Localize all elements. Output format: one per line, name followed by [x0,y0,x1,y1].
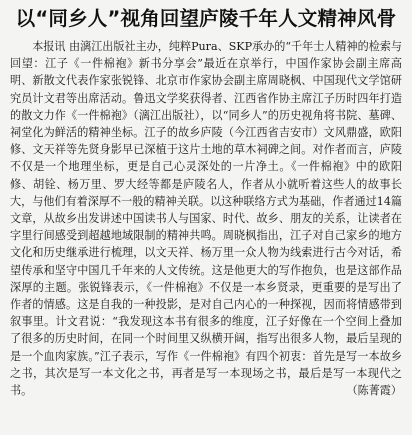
article-byline: （陈菁霞） [346,384,402,398]
article-paragraph: 本报讯 由漓江出版社主办，纯粹Pura、SKP承办的“千年士人精神的检索与回望：江子《一件棉袍》新书分享会”最近在京举行，中国作家协会副主席高明、新散文代表作家张锐锋、北京市作家协会副主席周晓枫、中国现代文学馆研究员计文君等出席活动。鲁迅文学奖获得者、江西省作协主席江子历时四年打造的散文力作《一件棉袍》（漓江出版社），以“同乡人”的历史视角将书院、墓碑、祠堂化为鲜活的精神坐标。江子的故乡庐陵（今江西省吉安市）文风鼎盛，欧阳修、文天祥等先贤身影早已深植于这片土地的草木祠碑之间。对作者而言，庐陵不仅是一个地理坐标，更是自己心灵深处的一片净土。《一件棉袍》中的欧阳修、胡铨、杨万里、罗大经等都是庐陵名人，作者从小就听着这些人的故事长大，与他们有着深厚不一般的精神关联。以这种联络方式为基础，作者通过14篇文章，从故乡出发讲述中国读书人与国家、时代、故乡、朋友的关系，让读者在字里行间感受到超越地域限制的精神共鸣。周晓枫指出，江子对自己家乡的地方文化和历史继承进行梳理，以文天祥、杨万里一众人物为线索进行古今对话，希望传承和坚守中国几千年来的人文传统。这是他更大的写作抱负，也是这部作品深厚的主题。张锐锋表示，《一件棉袍》不仅是一本乡贤录，更重要的是写出了作者的情感。这是自我的一种投影，是对自己内心的一种探视，因而将情感带到叙事里。计文君说：“我发现这本书有很多的维度，江子好像在一个空间上叠加了很多的历史时间，在同一个时间里又纵横开阔，指写出很多人物，最后呈现的是一个血肉家族。”江子表示，写作《一件棉袍》有四个初衷：首先是写一本故乡之书，其次是写一本文化之书，再者是写一本现场之书，最后是写一本现代之书。 [10,40,402,398]
article-body [10,38,402,399]
article-headline: 以“同乡人”视角回望庐陵千年人文精神风骨 [15,7,397,30]
